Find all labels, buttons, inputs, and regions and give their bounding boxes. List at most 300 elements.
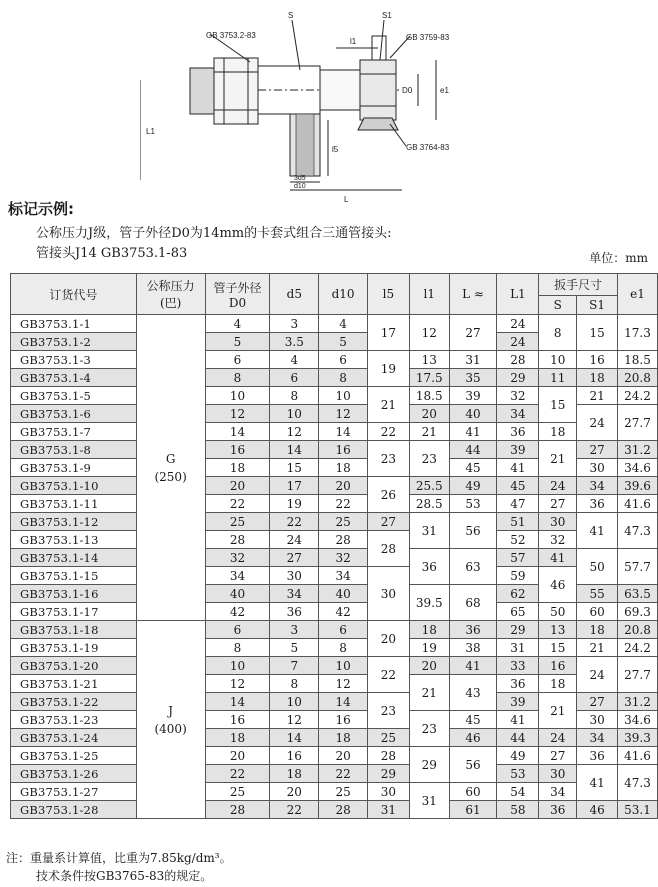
cell-l1-upper: 62 (497, 585, 539, 603)
cell-s1: 24 (577, 657, 618, 693)
cell-l-approx: 56 (449, 747, 497, 783)
cell-d5: 5 (270, 639, 319, 657)
cell-s1: 34 (577, 729, 618, 747)
header-d0-line2: D0 (228, 295, 247, 310)
cell-s1: 21 (577, 387, 618, 405)
cell-l1-upper: 36 (497, 675, 539, 693)
cell-l1: 20 (409, 657, 449, 675)
cell-l-approx: 61 (449, 801, 497, 819)
table-row (11, 423, 658, 441)
cell-l1-upper: 54 (497, 783, 539, 801)
cell-l1: 36 (409, 549, 449, 585)
cell-d5: 30 (270, 567, 319, 585)
cell-l-approx: 44 (449, 441, 497, 459)
cell-d5: 8 (270, 675, 319, 693)
cell-d0: 22 (205, 495, 270, 513)
cell-s: 41 (539, 549, 577, 567)
label-d0: D0 (402, 86, 413, 95)
cell-d0: 25 (205, 783, 270, 801)
label-std-right-bottom: GB 3764-83 (406, 143, 450, 152)
cell-d10: 18 (319, 729, 368, 747)
header-l1-upper: L1 (497, 274, 539, 315)
cell-s1: 34 (577, 477, 618, 495)
pressure-bar: (400) (154, 721, 187, 736)
cell-l5: 23 (367, 693, 409, 729)
label-d10: d10 (294, 183, 306, 190)
cell-code: GB3753.1-12 (11, 513, 137, 531)
cell-d10: 14 (319, 423, 368, 441)
cell-d0: 28 (205, 801, 270, 819)
cell-s: 46 (539, 567, 577, 603)
cell-s1: 60 (577, 603, 618, 621)
cell-d10: 5 (319, 333, 368, 351)
note-1: 注：重量系计算值，比重为7.85kg/dm³。 (6, 851, 232, 865)
cell-e1: 31.2 (618, 693, 658, 711)
cell-d0: 32 (205, 549, 270, 567)
cell-e1: 34.6 (618, 459, 658, 477)
cell-code: GB3753.1-14 (11, 549, 137, 567)
cell-l-approx: 27 (449, 315, 497, 351)
cell-l1-upper: 45 (497, 477, 539, 495)
header-s1: S1 (577, 296, 618, 315)
cell-s1: 18 (577, 621, 618, 639)
table-row (11, 387, 658, 405)
cell-d10: 14 (319, 693, 368, 711)
cell-l1-upper: 28 (497, 351, 539, 369)
cell-l5: 30 (367, 783, 409, 801)
cell-d5: 36 (270, 603, 319, 621)
cell-e1: 57.7 (618, 549, 658, 585)
cell-code: GB3753.1-15 (11, 567, 137, 585)
cell-d5: 20 (270, 783, 319, 801)
header-d10: d10 (319, 274, 368, 315)
cell-d0: 12 (205, 675, 270, 693)
cell-s1: 41 (577, 513, 618, 549)
cell-s: 11 (539, 369, 577, 387)
table-row (11, 783, 658, 801)
table-row (11, 657, 658, 675)
cell-l1: 18 (409, 621, 449, 639)
pressure-bar: (250) (154, 469, 187, 484)
cell-e1: 27.7 (618, 657, 658, 693)
cell-l5: 21 (367, 387, 409, 423)
unit-label: 单位：mm (589, 251, 648, 265)
header-pressure (136, 274, 205, 315)
cell-l1-upper: 24 (497, 333, 539, 351)
cell-l-approx: 63 (449, 549, 497, 585)
cell-d10: 8 (319, 639, 368, 657)
cell-l1: 17.5 (409, 369, 449, 387)
cell-d10: 40 (319, 585, 368, 603)
label-l-bottom: L (344, 195, 349, 204)
table-row (11, 765, 658, 783)
cell-l1-upper: 52 (497, 531, 539, 549)
cell-d0: 10 (205, 387, 270, 405)
cell-d10: 25 (319, 513, 368, 531)
cell-e1: 39.6 (618, 477, 658, 495)
table-row (11, 495, 658, 513)
cell-l5: 17 (367, 315, 409, 351)
cell-e1: 69.3 (618, 603, 658, 621)
table-row (11, 549, 658, 567)
cell-d0: 14 (205, 423, 270, 441)
cell-s1: 27 (577, 441, 618, 459)
cell-d10: 28 (319, 531, 368, 549)
cell-l5: 28 (367, 747, 409, 765)
cell-s1: 30 (577, 711, 618, 729)
label-s1: S1 (382, 11, 392, 20)
cell-s1: 30 (577, 459, 618, 477)
cell-d5: 22 (270, 801, 319, 819)
cell-l1: 18.5 (409, 387, 449, 405)
cell-l-approx: 49 (449, 477, 497, 495)
cell-e1: 18.5 (618, 351, 658, 369)
cell-code: GB3753.1-27 (11, 783, 137, 801)
cell-e1: 63.5 (618, 585, 658, 603)
cell-l1-upper: 24 (497, 315, 539, 333)
cell-d0: 22 (205, 765, 270, 783)
cell-d0: 6 (205, 621, 270, 639)
cell-code: GB3753.1-3 (11, 351, 137, 369)
cell-l1-upper: 53 (497, 765, 539, 783)
table-body (11, 315, 658, 819)
cell-l-approx: 41 (449, 423, 497, 441)
cell-d0: 18 (205, 459, 270, 477)
cell-d10: 42 (319, 603, 368, 621)
cell-d5: 17 (270, 477, 319, 495)
cell-d0: 14 (205, 693, 270, 711)
cell-d0: 18 (205, 729, 270, 747)
cell-d0: 8 (205, 639, 270, 657)
cell-l1: 20 (409, 405, 449, 423)
cell-e1: 41.6 (618, 747, 658, 765)
header-l5: l5 (367, 274, 409, 315)
cell-e1: 47.3 (618, 765, 658, 801)
cell-l-approx: 36 (449, 621, 497, 639)
cell-code: GB3753.1-18 (11, 621, 137, 639)
cell-code: GB3753.1-13 (11, 531, 137, 549)
cell-d10: 25 (319, 783, 368, 801)
label-d5: 3d5 (294, 175, 306, 182)
cell-s: 30 (539, 513, 577, 531)
cell-d10: 4 (319, 315, 368, 333)
cell-d10: 18 (319, 459, 368, 477)
cell-d5: 10 (270, 693, 319, 711)
cell-s: 18 (539, 675, 577, 693)
table-row (11, 801, 658, 819)
cell-d0: 8 (205, 369, 270, 387)
cell-code: GB3753.1-28 (11, 801, 137, 819)
cell-s: 36 (539, 801, 577, 819)
cell-l5: 22 (367, 423, 409, 441)
cell-code: GB3753.1-1 (11, 315, 137, 333)
cell-e1: 34.6 (618, 711, 658, 729)
example-description: 公称压力J级，管子外径D0为14mm的卡套式组合三通管接头: (36, 226, 392, 241)
cell-l-approx: 56 (449, 513, 497, 549)
cell-l1-upper: 36 (497, 423, 539, 441)
cell-e1: 41.6 (618, 495, 658, 513)
cell-l1-upper: 29 (497, 621, 539, 639)
cell-d0: 25 (205, 513, 270, 531)
header-d5: d5 (270, 274, 319, 315)
cell-d5: 3.5 (270, 333, 319, 351)
header-pressure-line1: 公称压力 (146, 279, 195, 293)
cell-s: 24 (539, 729, 577, 747)
cell-s: 16 (539, 657, 577, 675)
cell-l-approx: 60 (449, 783, 497, 801)
header-d0 (205, 274, 270, 315)
cell-d10: 10 (319, 657, 368, 675)
cell-l1-upper: 58 (497, 801, 539, 819)
cell-l-approx: 43 (449, 675, 497, 711)
cell-l-approx: 45 (449, 459, 497, 477)
cell-d0: 20 (205, 747, 270, 765)
cell-l-approx: 68 (449, 585, 497, 621)
cell-code: GB3753.1-17 (11, 603, 137, 621)
cell-l1-upper: 57 (497, 549, 539, 567)
cell-d10: 28 (319, 801, 368, 819)
cell-d0: 16 (205, 441, 270, 459)
cell-l1-upper: 41 (497, 711, 539, 729)
cell-d5: 3 (270, 621, 319, 639)
cell-l1-upper: 65 (497, 603, 539, 621)
cell-l1-upper: 31 (497, 639, 539, 657)
cell-l-approx: 39 (449, 387, 497, 405)
table-row (11, 477, 658, 495)
cell-s1: 21 (577, 639, 618, 657)
cell-l5: 31 (367, 801, 409, 819)
cell-l1-upper: 39 (497, 441, 539, 459)
cell-d10: 32 (319, 549, 368, 567)
cell-d5: 15 (270, 459, 319, 477)
cell-s: 27 (539, 495, 577, 513)
cell-s: 27 (539, 747, 577, 765)
cell-d0: 16 (205, 711, 270, 729)
header-l1: l1 (409, 274, 449, 315)
cell-s: 15 (539, 387, 577, 423)
cell-e1: 31.2 (618, 441, 658, 459)
cell-s1: 24 (577, 405, 618, 441)
cell-d10: 20 (319, 747, 368, 765)
cell-code: GB3753.1-11 (11, 495, 137, 513)
cell-d5: 34 (270, 585, 319, 603)
cell-l1: 21 (409, 675, 449, 711)
cell-d10: 6 (319, 351, 368, 369)
cell-l1: 23 (409, 711, 449, 747)
cell-l1: 23 (409, 441, 449, 477)
cell-d10: 34 (319, 567, 368, 585)
cell-d10: 22 (319, 495, 368, 513)
cell-d5: 24 (270, 531, 319, 549)
table-header (11, 274, 658, 315)
cell-l5: 23 (367, 441, 409, 477)
cell-d5: 14 (270, 441, 319, 459)
header-l-approx: L ≈ (449, 274, 497, 315)
cell-pressure (136, 621, 205, 819)
cell-pressure (136, 315, 205, 621)
cell-l1: 28.5 (409, 495, 449, 513)
cell-e1: 27.7 (618, 405, 658, 441)
pressure-grade: G (165, 451, 176, 466)
cell-s1: 36 (577, 747, 618, 765)
cell-s1: 15 (577, 315, 618, 351)
cell-d5: 4 (270, 351, 319, 369)
cell-d5: 7 (270, 657, 319, 675)
cell-l1: 29 (409, 747, 449, 783)
cell-e1: 20.8 (618, 369, 658, 387)
cell-s1: 36 (577, 495, 618, 513)
cell-code: GB3753.1-9 (11, 459, 137, 477)
cell-code: GB3753.1-5 (11, 387, 137, 405)
cell-s: 18 (539, 423, 577, 441)
cell-d10: 20 (319, 477, 368, 495)
table-row (11, 639, 658, 657)
cell-code: GB3753.1-10 (11, 477, 137, 495)
table-row (11, 351, 658, 369)
cell-s: 34 (539, 783, 577, 801)
cell-l-approx: 40 (449, 405, 497, 423)
cell-l-approx: 35 (449, 369, 497, 387)
cell-s: 50 (539, 603, 577, 621)
cell-d5: 3 (270, 315, 319, 333)
cell-d0: 6 (205, 351, 270, 369)
label-l1-dim: l1 (350, 37, 357, 46)
cell-code: GB3753.1-25 (11, 747, 137, 765)
cell-d5: 14 (270, 729, 319, 747)
pressure-grade: J (168, 703, 174, 718)
label-std-right-top: GB 3759-83 (406, 33, 450, 42)
cell-e1: 53.1 (618, 801, 658, 819)
header-pressure-line2: (巴) (159, 296, 182, 310)
cell-l1: 31 (409, 513, 449, 549)
table-row (11, 567, 658, 585)
cell-code: GB3753.1-4 (11, 369, 137, 387)
cell-code: GB3753.1-26 (11, 765, 137, 783)
cell-d5: 18 (270, 765, 319, 783)
cell-d0: 40 (205, 585, 270, 603)
cell-d5: 22 (270, 513, 319, 531)
table-row (11, 729, 658, 747)
cell-d5: 8 (270, 387, 319, 405)
cell-d10: 16 (319, 441, 368, 459)
cell-d0: 34 (205, 567, 270, 585)
cell-l1: 12 (409, 315, 449, 351)
cell-s1: 50 (577, 549, 618, 585)
note-2: 技术条件按GB3765-83的规定。 (36, 869, 213, 883)
table-row (11, 603, 658, 621)
cell-d5: 19 (270, 495, 319, 513)
cell-l-approx: 46 (449, 729, 497, 747)
cell-s: 30 (539, 765, 577, 783)
cell-d10: 12 (319, 405, 368, 423)
cell-l1-upper: 34 (497, 405, 539, 423)
header-code: 订货代号 (11, 274, 137, 315)
cell-l-approx: 31 (449, 351, 497, 369)
cell-l5: 29 (367, 765, 409, 783)
cell-d0: 42 (205, 603, 270, 621)
table-row (11, 315, 658, 333)
cell-d5: 27 (270, 549, 319, 567)
cell-l5: 28 (367, 531, 409, 567)
cell-code: GB3753.1-8 (11, 441, 137, 459)
cell-d10: 16 (319, 711, 368, 729)
cell-code: GB3753.1-7 (11, 423, 137, 441)
cell-l1: 19 (409, 639, 449, 657)
cell-l1-upper: 49 (497, 747, 539, 765)
cell-s: 21 (539, 441, 577, 477)
cell-l-approx: 45 (449, 711, 497, 729)
fitting-drawing (140, 0, 480, 210)
cell-s: 10 (539, 351, 577, 369)
cell-s: 15 (539, 639, 577, 657)
cell-s: 13 (539, 621, 577, 639)
cell-code: GB3753.1-16 (11, 585, 137, 603)
header-e1: e1 (618, 274, 658, 315)
cell-code: GB3753.1-22 (11, 693, 137, 711)
cell-d5: 10 (270, 405, 319, 423)
cell-l5: 22 (367, 657, 409, 693)
cell-s: 32 (539, 531, 577, 549)
cell-d10: 22 (319, 765, 368, 783)
table-row (11, 693, 658, 711)
cell-code: GB3753.1-24 (11, 729, 137, 747)
cell-code: GB3753.1-23 (11, 711, 137, 729)
table-row (11, 513, 658, 531)
cell-d10: 8 (319, 369, 368, 387)
cell-d5: 12 (270, 711, 319, 729)
table-row (11, 441, 658, 459)
cell-s1: 41 (577, 765, 618, 801)
cell-l1-upper: 33 (497, 657, 539, 675)
table-row (11, 747, 658, 765)
cell-d5: 6 (270, 369, 319, 387)
cell-d0: 4 (205, 315, 270, 333)
cell-e1: 47.3 (618, 513, 658, 549)
cell-l1-upper: 44 (497, 729, 539, 747)
cell-s1: 16 (577, 351, 618, 369)
example-heading: 标记示例: (8, 200, 74, 218)
cell-l1-upper: 51 (497, 513, 539, 531)
cell-code: GB3753.1-20 (11, 657, 137, 675)
cell-code: GB3753.1-19 (11, 639, 137, 657)
cell-d0: 20 (205, 477, 270, 495)
cell-e1: 24.2 (618, 639, 658, 657)
cell-l1: 39.5 (409, 585, 449, 621)
cell-l1-upper: 39 (497, 693, 539, 711)
cell-d0: 5 (205, 333, 270, 351)
cell-l1: 25.5 (409, 477, 449, 495)
cell-l5: 26 (367, 477, 409, 513)
cell-d0: 28 (205, 531, 270, 549)
spec-table (10, 273, 658, 819)
cell-s: 24 (539, 477, 577, 495)
cell-e1: 17.3 (618, 315, 658, 351)
cell-l-approx: 38 (449, 639, 497, 657)
header-wrench: 扳手尺寸 (539, 274, 618, 296)
cell-e1: 39.3 (618, 729, 658, 747)
cell-l-approx: 53 (449, 495, 497, 513)
example-marking: 管接头J14 GB3753.1-83 (36, 246, 188, 261)
cell-l1-upper: 41 (497, 459, 539, 477)
cell-l5: 20 (367, 621, 409, 657)
cell-d10: 6 (319, 621, 368, 639)
cell-code: GB3753.1-2 (11, 333, 137, 351)
cell-d0: 12 (205, 405, 270, 423)
cell-l1-upper: 59 (497, 567, 539, 585)
notes (6, 849, 232, 885)
cell-l1-upper: 32 (497, 387, 539, 405)
cell-l5: 19 (367, 351, 409, 387)
